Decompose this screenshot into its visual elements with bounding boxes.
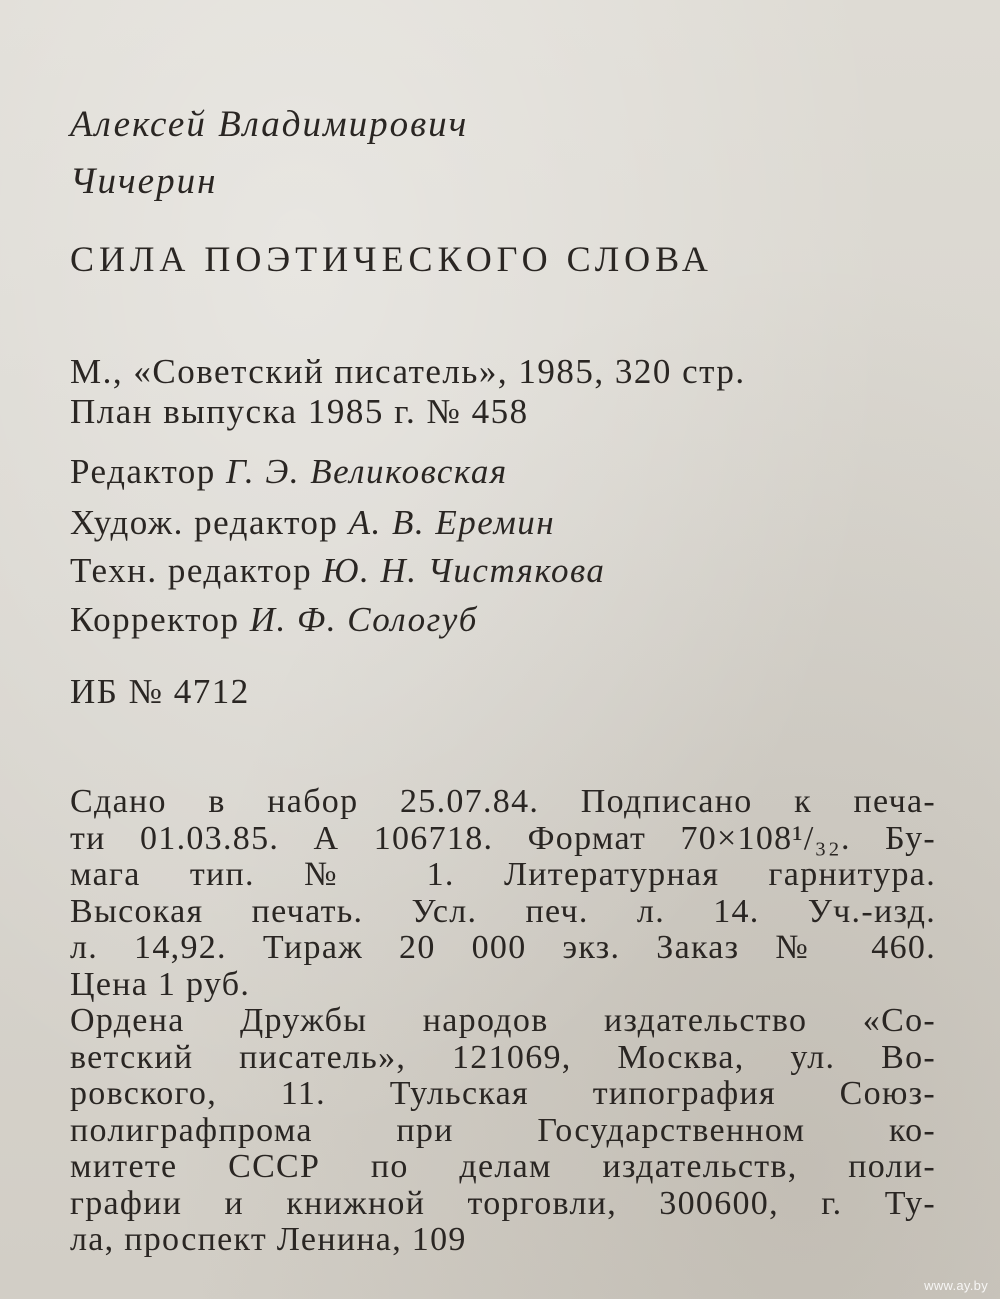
author-first-names: Алексей Владимирович — [70, 104, 469, 145]
imprint-block — [70, 784, 936, 1259]
credit-art-editor — [70, 503, 555, 543]
imprint-line: митете СССР по делам издательств, поли- — [70, 1148, 936, 1185]
credit-name: А. В. Еремин — [348, 503, 556, 542]
credit-proofreader — [70, 600, 478, 640]
imprint-line: ти 01.03.85. А 106718. Формат 70×108¹/₃₂. Бу- — [70, 819, 936, 857]
credit-role: Худож. редактор — [70, 503, 339, 542]
imprint-line: Цена 1 руб. — [70, 965, 251, 1003]
credit-name: Ю. Н. Чистякова — [322, 551, 606, 590]
site-watermark: www.ay.by — [924, 1278, 988, 1293]
imprint-line: Высокая печать. Усл. печ. л. 14. Уч.-изд. — [70, 892, 936, 930]
imprint-line: л. 14,92. Тираж 20 000 экз. Заказ № 460. — [70, 929, 936, 966]
credit-name: И. Ф. Сологуб — [249, 600, 478, 639]
imprint-line: Ордена Дружбы народов издательство «Со- — [70, 1002, 936, 1039]
credit-name: Г. Э. Великовская — [226, 452, 508, 491]
imprint-line: графии и книжной торговли, 300600, г. Ту- — [70, 1184, 936, 1222]
imprint-line: ветский писатель», 121069, Москва, ул. Во- — [70, 1038, 936, 1076]
publication-line-2: План выпуска 1985 г. № 458 — [70, 392, 529, 431]
imprint-line: Сдано в набор 25.07.84. Подписано к печа- — [70, 783, 936, 820]
credit-role: Корректор — [70, 600, 240, 639]
imprint-line: мага тип. № 1. Литературная гарнитура. — [70, 856, 936, 893]
imprint-line: полиграфпрома при Государственном ко- — [70, 1111, 936, 1149]
credit-role: Редактор — [70, 452, 216, 491]
imprint-line: ла, проспект Ленина, 109 — [70, 1221, 467, 1258]
book-title: СИЛА ПОЭТИЧЕСКОГО СЛОВА — [70, 239, 713, 279]
author-last-name: Чичерин — [70, 161, 218, 202]
credit-editor — [70, 452, 508, 492]
imprint-line: ровского, 11. Тульская типография Союз- — [70, 1075, 936, 1112]
credit-tech-editor — [70, 551, 605, 591]
publication-line-1: М., «Советский писатель», 1985, 320 стр. — [70, 352, 746, 391]
ib-number: ИБ № 4712 — [70, 672, 250, 711]
credit-role: Техн. редактор — [70, 551, 313, 590]
